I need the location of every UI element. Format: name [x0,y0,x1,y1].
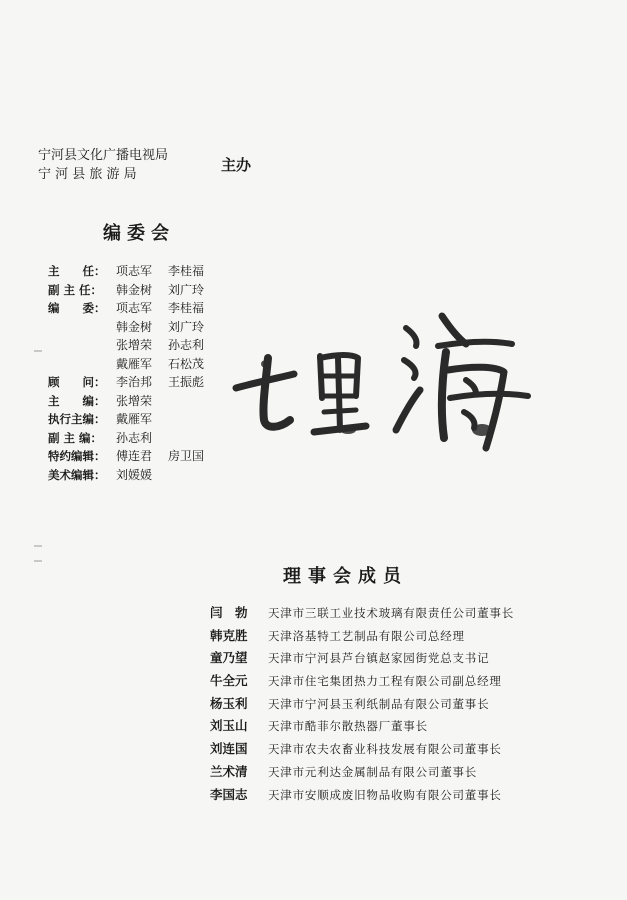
board-names [116,410,168,429]
board-row [48,355,220,374]
council-title: 理事会成员 [283,566,408,587]
board-names [116,466,168,485]
board-role: 执行主编： [48,412,106,426]
council-member-title: 天津市宁河县芦台镇赵家园街党总支书记 [268,651,490,666]
board-role: 特约编辑： [48,449,106,463]
board-member-name: 项志军 [116,301,153,315]
board-names [116,336,220,355]
council-member-name: 童乃望 [210,650,248,666]
board-role [48,336,116,355]
board-row [48,410,220,429]
board-names [116,299,220,318]
board-names [116,262,220,281]
board-names [116,281,220,300]
council-member-row [210,738,514,761]
board-member-name: 刘媛媛 [116,467,153,482]
board-member-name: 傅连君 [116,449,153,463]
board-member-name: 戴雁军 [116,356,153,371]
board-row [48,466,220,485]
board-role: 顾 问： [48,375,106,389]
board-row [48,318,220,337]
board-row [48,336,220,355]
board-member-name: 戴雁军 [116,412,153,426]
board-member-name: 孙志利 [168,338,205,352]
scan-mark [34,545,42,547]
board-row [48,392,220,411]
council-member-name: 闫 勃 [210,605,248,620]
council-member-title: 天津市酷菲尔散热器厂董事长 [268,719,428,734]
council-member-title: 天津市宁河县玉利纸制品有限公司董事长 [268,696,490,711]
board-names [116,355,220,374]
editorial-board-list [48,262,220,484]
board-row [48,447,220,466]
board-role: 美术编辑： [48,467,106,482]
council-member-title: 天津市住宅集团热力工程有限公司副总经理 [268,674,502,689]
board-member-name: 石松茂 [168,356,205,371]
board-member-name: 李桂福 [168,301,205,315]
board-role [48,318,116,337]
organizer-1: 宁河县文化广播电视局 [38,148,169,163]
editorial-board-title: 编委会 [103,223,175,244]
organizer-2: 宁 河 县 旅 游 局 [38,167,137,182]
board-role [48,355,116,374]
board-member-name: 王振彪 [168,375,205,389]
board-row [48,281,220,300]
board-role: 主 编： [48,393,106,408]
council-member-name: 刘玉山 [210,718,248,734]
board-member-name: 刘广玲 [168,282,205,297]
board-role: 副 主 编： [48,430,103,445]
calligraphy-logo [228,280,548,470]
organizers-block [38,146,168,184]
council-member-row [210,761,514,784]
board-member-name: 韩金树 [116,282,153,297]
board-row [48,373,220,392]
board-names [116,373,220,392]
council-member-row [210,602,514,625]
board-names [116,447,220,466]
board-row [48,262,220,281]
council-member-name: 杨玉利 [210,695,248,711]
council-member-name: 兰术清 [210,763,248,779]
council-member-name: 牛全元 [210,673,248,689]
board-row [48,299,220,318]
council-member-title: 天津市农夫农畜业科技发展有限公司董事长 [268,742,502,757]
council-member-list [210,602,514,806]
board-member-name: 房卫国 [168,449,205,463]
board-role: 主 任： [48,264,106,278]
board-member-name: 张增荣 [116,338,153,352]
council-member-name: 刘连国 [210,741,248,757]
board-member-name: 刘广玲 [168,319,205,334]
scan-mark [34,350,42,352]
board-member-name: 项志军 [116,264,153,278]
council-member-row [210,625,514,648]
council-member-row [210,670,514,693]
council-member-name: 韩克胜 [210,627,248,643]
board-member-name: 李桂福 [168,264,205,278]
board-row [48,429,220,448]
board-role: 编 委： [48,301,106,315]
council-member-row [210,784,514,807]
council-member-title: 天津市元利达金属制品有限公司董事长 [268,764,478,779]
council-member-title: 天津市安顺成废旧物品收购有限公司董事长 [268,787,502,802]
board-role: 副 主 任： [48,282,103,297]
council-member-title: 天津洛基特工艺制品有限公司总经理 [268,628,465,643]
board-names [116,318,220,337]
council-member-row [210,693,514,716]
council-member-row [210,647,514,670]
council-member-title: 天津市三联工业技术玻璃有限责任公司董事长 [268,606,514,620]
board-names [116,429,168,448]
organizer-role: 主办 [221,156,252,174]
board-member-name: 孙志利 [116,430,153,445]
council-member-row [210,715,514,738]
board-names [116,392,168,411]
scan-mark [34,560,42,562]
board-member-name: 张增荣 [116,393,153,408]
council-member-name: 李国志 [210,786,248,802]
board-member-name: 韩金树 [116,319,153,334]
board-member-name: 李治邦 [116,375,153,389]
